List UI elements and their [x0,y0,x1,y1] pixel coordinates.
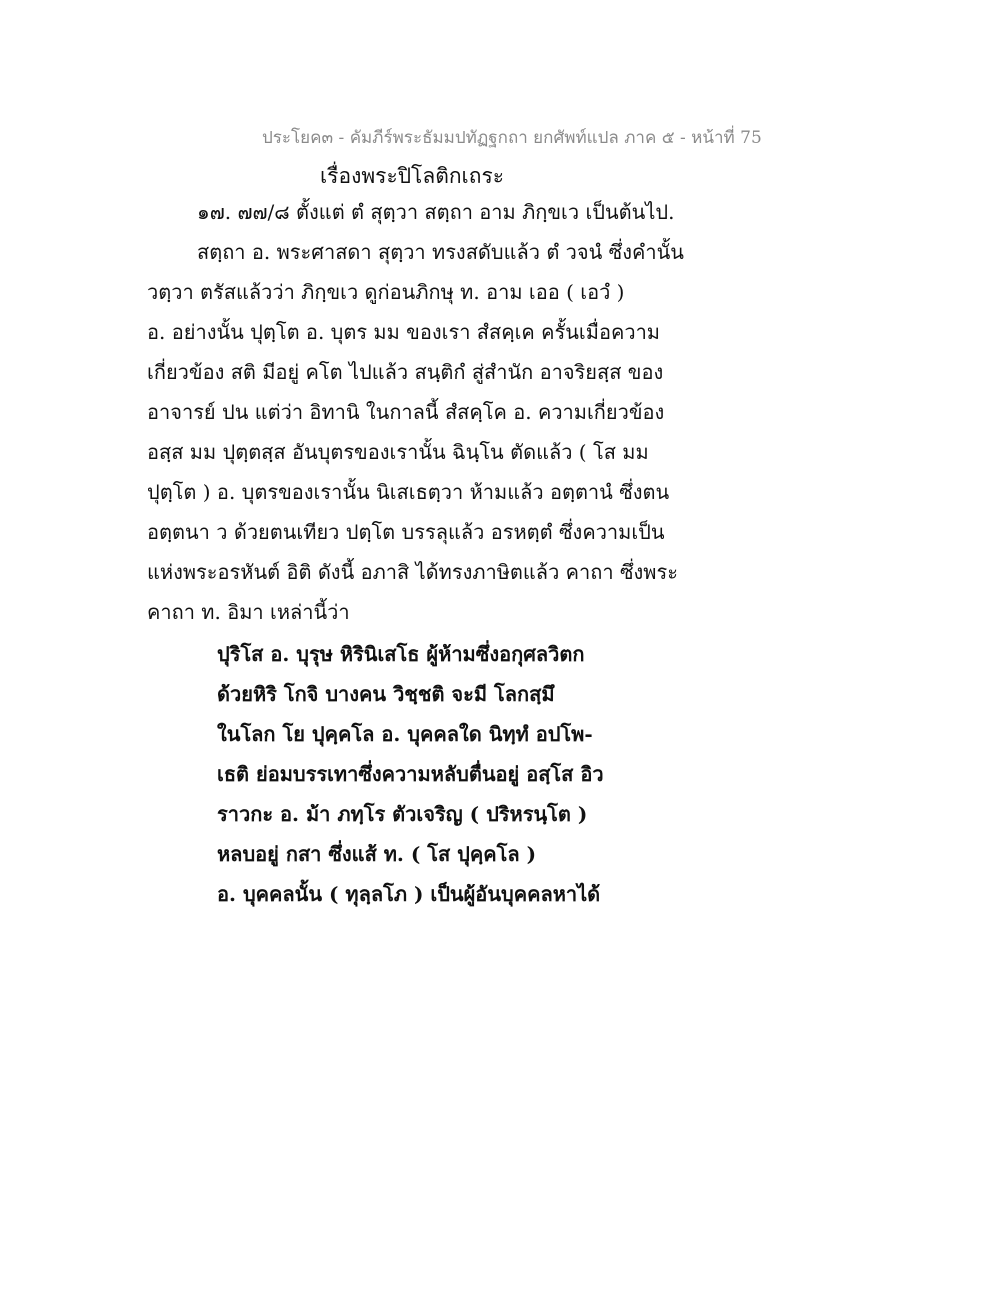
prose-line: เกี่ยวข้อง สติ มีอยู่ คโต ไปแล้ว สนฺติกํ สู่สำนัก อาจริยสฺส ของ [147,360,664,384]
verse-line: อ. บุคคลนั้น ( ทุลฺลโภ ) เป็นผู้อันบุคคลหาได้ [217,882,601,906]
prose-line: คาถา ท. อิมา เหล่านี้ว่า [147,600,350,624]
verse-line: ปุริโส อ. บุรุษ หิรินิเสโธ ผู้ห้ามซึ่งอกุศลวิตก [217,642,585,666]
page-header: ประโยค๓ - คัมภีร์พระธัมมปทัฏฐกถา ยกศัพท์แปล ภาค ๕ - หน้าที่ 75 [262,128,762,148]
prose-line: แห่งพระอรหันต์ อิติ ดังนี้ อภาสิ ได้ทรงภาษิตแล้ว คาถา ซึ่งพระ [147,560,678,584]
prose-line: อตฺตนา ว ด้วยตนเทียว ปตฺโต บรรลุแล้ว อรหตฺตํ ซึ่งความเป็น [147,520,665,544]
prose-line: สตฺถา อ. พระศาสดา สุตฺวา ทรงสดับแล้ว ตํ วจนํ ซึ่งคำนั้น [197,240,684,264]
prose-line: ๑๗. ๗๗/๘ ตั้งแต่ ตํ สุตฺวา สตฺถา อาม ภิกฺขเว เป็นต้นไป. [197,200,675,224]
verse-line: ด้วยหิริ โกจิ บางคน วิชฺชติ จะมี โลกสฺมึ [217,682,555,706]
prose-line: อ. อย่างนั้น ปุตฺโต อ. บุตร มม ของเรา สํสคฺเค ครั้นเมื่อความ [147,320,660,344]
verse-line: ในโลก โย ปุคฺคโล อ. บุคคลใด นิทฺทํ อปโพ- [217,722,593,746]
prose-line: วตฺวา ตรัสแล้วว่า ภิกฺขเว ดูก่อนภิกษุ ท. อาม เออ ( เอวํ ) [147,280,625,304]
prose-line: ปุตฺโต ) อ. บุตรของเรานั้น นิเสเธตฺวา ห้ามแล้ว อตฺตานํ ซึ่งตน [147,480,670,504]
prose-line: อาจารย์ ปน แต่ว่า อิทานิ ในกาลนี้ สํสคฺโค อ. ความเกี่ยวข้อง [147,400,665,424]
verse-line: ราวกะ อ. ม้า ภทฺโร ตัวเจริญ ( ปริหรนฺโต ) [217,802,588,826]
verse-line: หลบอยู่ กสา ซึ่งแส้ ท. ( โส ปุคฺคโล ) [217,842,537,866]
verse-line: เธติ ย่อมบรรเทาซึ่งความหลับตื่นอยู่ อสฺโส อิว [217,762,604,786]
story-title: เรื่องพระปิโลติกเถระ [320,164,505,188]
prose-line: อสฺส มม ปุตฺตสฺส อันบุตรของเรานั้น ฉินฺโน ตัดแล้ว ( โส มม [147,440,649,464]
